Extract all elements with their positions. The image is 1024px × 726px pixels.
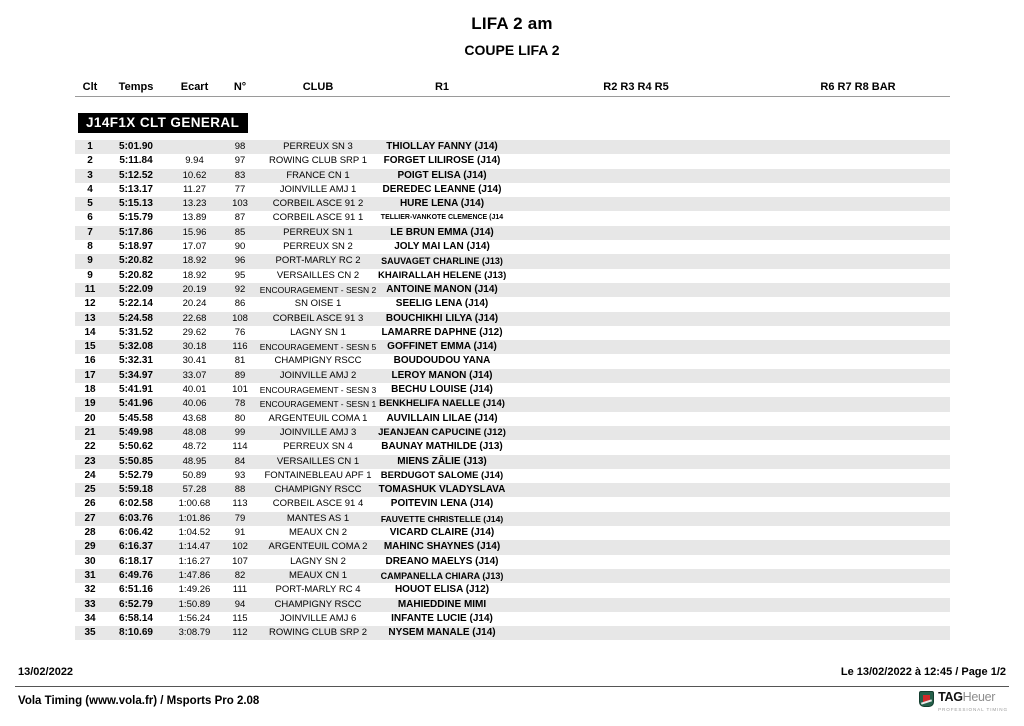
cell-club: CHAMPIGNY RSCC	[274, 484, 362, 496]
cell-gap: 48.72	[182, 441, 207, 453]
cell-time: 5:45.58	[119, 412, 153, 424]
cell-time: 5:32.31	[119, 355, 153, 367]
cell-time: 5:41.91	[119, 384, 153, 396]
table-row	[75, 369, 950, 383]
cell-name: DEREDEC LEANNE (J14)	[382, 183, 502, 195]
cell-bib: 103	[232, 198, 248, 210]
cell-bib: 93	[234, 469, 246, 481]
cell-time: 5:22.09	[119, 283, 153, 295]
cell-bib: 112	[232, 627, 248, 639]
cell-name: LEROY MANON (J14)	[391, 369, 493, 381]
cell-club: JOINVILLE AMJ 3	[279, 426, 357, 438]
cell-name: HOUOT ELISA (J12)	[394, 584, 490, 596]
cell-rank: 29	[84, 541, 96, 553]
cell-club: ARGENTEUIL COMA 1	[268, 412, 368, 424]
cell-time: 5:49.98	[119, 426, 153, 438]
table-row	[75, 555, 950, 569]
table-row	[75, 154, 950, 168]
cell-rank: 26	[84, 498, 96, 510]
table-row	[75, 140, 950, 154]
cell-bib: 102	[232, 541, 248, 553]
cell-time: 5:20.82	[119, 255, 153, 267]
cell-gap: 1:49.26	[178, 584, 211, 596]
cell-bib: 87	[234, 212, 246, 224]
cell-gap: 18.92	[182, 269, 207, 281]
cell-bib: 79	[234, 512, 246, 524]
cell-bib: 85	[234, 226, 246, 238]
cell-club: MEAUX CN 2	[288, 527, 348, 539]
cell-rank: 8	[87, 241, 93, 253]
table-row	[75, 383, 950, 397]
cell-gap: 15.96	[182, 226, 207, 238]
cell-gap: 1:50.89	[178, 598, 211, 610]
cell-gap: 48.08	[182, 426, 207, 438]
table-row	[75, 283, 950, 297]
cell-time: 6:16.37	[119, 541, 153, 553]
cell-bib: 94	[234, 598, 246, 610]
cell-time: 6:03.76	[119, 512, 153, 524]
cell-name: NYSEM MANALE (J14)	[388, 627, 496, 639]
cell-rank: 3	[87, 169, 93, 181]
cell-time: 6:49.76	[119, 569, 153, 581]
cell-name: KHAIRALLAH HELENE (J13)	[378, 269, 506, 281]
cell-club: ENCOURAGEMENT - SESN 3	[259, 385, 377, 396]
cell-gap: 3:08.79	[178, 627, 211, 639]
cell-time: 6:18.17	[119, 555, 153, 567]
cell-time: 5:20.82	[119, 269, 153, 281]
cell-rank: 9	[87, 269, 93, 281]
cell-bib: 77	[234, 183, 246, 195]
table-row	[75, 183, 950, 197]
cell-gap: 10.62	[182, 169, 207, 181]
cell-name: TOMASHUK VLADYSLAVA	[378, 484, 506, 496]
cell-rank: 17	[84, 369, 96, 381]
cell-name: MAHINC SHAYNES (J14)	[383, 541, 501, 553]
cell-club: MEAUX CN 1	[288, 569, 348, 581]
cell-gap: 1:14.47	[178, 541, 211, 553]
cell-time: 5:59.18	[119, 484, 153, 496]
cell-rank: 31	[84, 569, 96, 581]
cell-time: 5:34.97	[119, 369, 153, 381]
cell-time: 5:15.79	[119, 212, 153, 224]
column-header-r1: R1	[434, 81, 450, 93]
cell-time: 5:22.14	[119, 298, 153, 310]
cell-rank: 6	[87, 212, 93, 224]
table-row	[75, 497, 950, 511]
cell-bib: 107	[232, 555, 248, 567]
cell-rank: 22	[84, 441, 96, 453]
cell-time: 6:51.16	[119, 584, 153, 596]
cell-gap: 50.89	[182, 469, 207, 481]
column-header-ecart: Ecart	[180, 81, 209, 93]
cell-bib: 97	[234, 155, 246, 167]
cell-rank: 27	[84, 512, 96, 524]
cell-time: 5:11.84	[119, 155, 153, 167]
cell-name: SEELIG LENA (J14)	[395, 298, 489, 310]
cell-club: LAGNY SN 1	[290, 326, 346, 338]
cell-rank: 13	[84, 312, 96, 324]
cell-bib: 88	[234, 484, 246, 496]
cell-bib: 116	[232, 341, 248, 353]
cell-time: 5:41.96	[119, 398, 153, 410]
cell-name: DREANO MAELYS (J14)	[385, 555, 499, 567]
table-row	[75, 426, 950, 440]
column-header-clt: Clt	[82, 81, 98, 93]
cell-club: CORBEIL ASCE 91 3	[272, 312, 364, 324]
cell-bib: 78	[234, 398, 246, 410]
cell-name: FAUVETTE CHRISTELLE (J14)	[380, 513, 504, 524]
cell-rank: 20	[84, 412, 96, 424]
cell-bib: 81	[234, 355, 246, 367]
table-row	[75, 526, 950, 540]
cell-rank: 2	[87, 155, 93, 167]
header-divider	[75, 96, 950, 97]
tagheuer-logo	[919, 691, 1008, 715]
cell-bib: 99	[234, 426, 246, 438]
cell-name: INFANTE LUCIE (J14)	[391, 612, 493, 624]
cell-gap: 20.19	[182, 283, 207, 295]
cell-name: THIOLLAY FANNY (J14)	[386, 141, 498, 152]
cell-name: JEANJEAN CAPUCINE (J12)	[378, 426, 506, 438]
cell-bib: 76	[234, 326, 246, 338]
table-row	[75, 626, 950, 640]
cell-gap: 40.06	[182, 398, 207, 410]
cell-name: LE BRUN EMMA (J14)	[390, 226, 494, 238]
cell-club: VERSAILLES CN 2	[276, 269, 360, 281]
table-row	[75, 512, 950, 526]
cell-club: PERREUX SN 4	[283, 441, 353, 453]
cell-club: JOINVILLE AMJ 6	[279, 612, 357, 624]
cell-bib: 113	[232, 498, 248, 510]
cell-bib: 90	[234, 241, 246, 253]
cell-time: 6:58.14	[119, 612, 153, 624]
table-row	[75, 326, 950, 340]
cell-time: 5:15.13	[119, 198, 153, 210]
table-row	[75, 197, 950, 211]
cell-bib: 98	[234, 141, 246, 152]
cell-bib: 84	[234, 455, 246, 467]
table-row	[75, 269, 950, 283]
table-row	[75, 240, 950, 254]
cell-club: CORBEIL ASCE 91 4	[272, 498, 364, 510]
cell-gap: 57.28	[182, 484, 207, 496]
table-row	[75, 169, 950, 183]
cell-club: CHAMPIGNY RSCC	[274, 355, 362, 367]
column-header-r6-r8-bar: R6 R7 R8 BAR	[820, 81, 896, 93]
cell-name: MAHIEDDINE MIMI	[397, 598, 487, 610]
cell-gap: 30.41	[182, 355, 207, 367]
table-row	[75, 455, 950, 469]
cell-rank: 1	[87, 141, 93, 152]
cell-gap: 1:01.86	[178, 512, 211, 524]
table-row	[75, 483, 950, 497]
cell-name: ANTOINE MANON (J14)	[386, 283, 498, 295]
cell-time: 5:24.58	[119, 312, 153, 324]
table-column-header	[75, 81, 950, 94]
cell-gap: 11.27	[182, 183, 207, 195]
cell-gap: 9.94	[185, 155, 204, 167]
cell-name: BAUNAY MATHILDE (J13)	[381, 441, 503, 453]
cell-time: 6:52.79	[119, 598, 153, 610]
cell-name: BECHU LOUISE (J14)	[391, 384, 493, 396]
cell-rank: 21	[84, 426, 96, 438]
cell-name: BENKHELIFA NAELLE (J14)	[379, 398, 505, 410]
cell-bib: 80	[234, 412, 246, 424]
cell-gap: 33.07	[182, 369, 207, 381]
table-row	[75, 226, 950, 240]
cell-rank: 24	[84, 469, 96, 481]
cell-gap: 48.95	[182, 455, 207, 467]
table-row	[75, 598, 950, 612]
cell-name: POIGT ELISA (J14)	[397, 169, 487, 181]
cell-time: 5:31.52	[119, 326, 153, 338]
page-subtitle: COUPE LIFA 2	[464, 42, 560, 58]
cell-rank: 25	[84, 484, 96, 496]
cell-name: JOLY MAI LAN (J14)	[394, 241, 490, 253]
cell-club: LAGNY SN 2	[290, 555, 346, 567]
tagheuer-shield-icon	[919, 691, 934, 707]
cell-bib: 92	[234, 283, 246, 295]
cell-name: TELLIER-VANKOTE CLEMENCE (J14	[380, 214, 504, 222]
table-row	[75, 211, 950, 225]
cell-gap: 1:00.68	[178, 498, 211, 510]
cell-rank: 30	[84, 555, 96, 567]
cell-bib: 101	[232, 384, 248, 396]
cell-club: PERREUX SN 1	[283, 226, 353, 238]
cell-name: AUVILLAIN LILAE (J14)	[386, 412, 498, 424]
cell-name: CAMPANELLA CHIARA (J13)	[380, 570, 504, 581]
cell-rank: 14	[84, 326, 96, 338]
table-row	[75, 312, 950, 326]
cell-club: FONTAINEBLEAU APF 1	[264, 469, 372, 481]
table-row	[75, 569, 950, 583]
cell-name: GOFFINET EMMA (J14)	[387, 341, 497, 353]
section-title: J14F1X CLT GENERAL	[78, 113, 248, 133]
cell-rank: 12	[84, 298, 96, 310]
cell-time: 5:17.86	[119, 226, 153, 238]
cell-gap: 13.89	[182, 212, 207, 224]
cell-bib: 91	[234, 527, 246, 539]
cell-club: PORT-MARLY RC 2	[275, 255, 361, 267]
cell-rank: 33	[84, 598, 96, 610]
table-row	[75, 540, 950, 554]
cell-time: 6:06.42	[119, 527, 153, 539]
cell-club: ROWING CLUB SRP 2	[268, 627, 367, 639]
page-title: LIFA 2 am	[471, 14, 553, 33]
table-row	[75, 612, 950, 626]
cell-time: 6:02.58	[119, 498, 153, 510]
cell-gap: 1:47.86	[178, 569, 211, 581]
cell-gap: 43.68	[182, 412, 207, 424]
cell-name: BOUDOUDOU YANA	[393, 355, 491, 367]
cell-club: FRANCE CN 1	[286, 169, 350, 181]
cell-gap: 1:04.52	[178, 527, 211, 539]
cell-name: FORGET LILIROSE (J14)	[383, 155, 501, 167]
cell-name: BOUCHIKHI LILYA (J14)	[385, 312, 499, 324]
cell-gap: 20.24	[182, 298, 207, 310]
cell-bib: 111	[232, 584, 248, 596]
cell-club: SN OISE 1	[294, 298, 342, 310]
cell-name: SAUVAGET CHARLINE (J13)	[381, 256, 503, 267]
table-row	[75, 469, 950, 483]
cell-bib: 114	[232, 441, 248, 453]
cell-bib: 82	[234, 569, 246, 581]
cell-rank: 35	[84, 627, 96, 639]
cell-gap: 30.18	[182, 341, 207, 353]
cell-time: 5:01.90	[119, 141, 153, 152]
cell-name: VICARD CLAIRE (J14)	[389, 527, 495, 539]
table-row	[75, 254, 950, 268]
cell-bib: 86	[234, 298, 246, 310]
cell-time: 5:18.97	[119, 241, 153, 253]
cell-gap: 17.07	[182, 241, 207, 253]
cell-rank: 28	[84, 527, 96, 539]
cell-name: HURE LENA (J14)	[399, 198, 485, 210]
cell-gap: 13.23	[182, 198, 207, 210]
cell-gap: 29.62	[182, 326, 207, 338]
cell-rank: 32	[84, 584, 96, 596]
cell-name: POITEVIN LENA (J14)	[390, 498, 494, 510]
cell-rank: 19	[84, 398, 96, 410]
cell-time: 5:12.52	[119, 169, 153, 181]
cell-club: ARGENTEUIL COMA 2	[268, 541, 368, 553]
cell-rank: 34	[84, 612, 96, 624]
cell-time: 5:13.17	[119, 183, 153, 195]
tagheuer-wordmark	[938, 691, 1008, 715]
cell-club: MANTES AS 1	[286, 512, 350, 524]
column-header-num: N°	[233, 81, 247, 93]
table-row	[75, 340, 950, 354]
cell-bib: 115	[232, 612, 248, 624]
cell-rank: 5	[87, 198, 93, 210]
cell-rank: 23	[84, 455, 96, 467]
cell-gap: 18.92	[182, 255, 207, 267]
footer-software: Vola Timing (www.vola.fr) / Msports Pro 2.08	[18, 695, 260, 707]
column-header-r2-r5: R2 R3 R4 R5	[603, 81, 669, 93]
cell-club: CORBEIL ASCE 91 1	[272, 212, 364, 224]
cell-club: JOINVILLE AMJ 2	[279, 369, 357, 381]
cell-bib: 108	[232, 312, 248, 324]
table-row	[75, 397, 950, 411]
cell-club: CORBEIL ASCE 91 2	[272, 198, 364, 210]
cell-time: 5:52.79	[119, 469, 153, 481]
column-header-club: CLUB	[302, 81, 334, 93]
cell-club: PERREUX SN 3	[283, 141, 353, 152]
cell-club: ROWING CLUB SRP 1	[268, 155, 367, 167]
cell-rank: 4	[87, 183, 93, 195]
table-row	[75, 354, 950, 368]
cell-gap: 22.68	[182, 312, 207, 324]
cell-club: JOINVILLE AMJ 1	[279, 183, 357, 195]
results-rows	[75, 140, 950, 640]
cell-rank: 9	[87, 255, 93, 267]
table-row	[75, 583, 950, 597]
cell-gap: 40.01	[182, 384, 207, 396]
cell-bib: 96	[234, 255, 246, 267]
cell-club: CHAMPIGNY RSCC	[274, 598, 362, 610]
cell-club: ENCOURAGEMENT - SESN 1	[259, 399, 377, 410]
cell-bib: 95	[234, 269, 246, 281]
cell-rank: 16	[84, 355, 96, 367]
footer-printed: Le 13/02/2022 à 12:45 / Page 1/2	[840, 666, 1006, 678]
cell-rank: 7	[87, 226, 93, 238]
cell-gap: 1:16.27	[178, 555, 211, 567]
cell-club: VERSAILLES CN 1	[276, 455, 360, 467]
cell-club: PERREUX SN 2	[283, 241, 353, 253]
cell-club: PORT-MARLY RC 4	[275, 584, 361, 596]
cell-name: MIENS ZÂLIE (J13)	[397, 455, 487, 467]
cell-bib: 89	[234, 369, 246, 381]
cell-name: LAMARRE DAPHNE (J12)	[381, 326, 503, 338]
cell-time: 5:50.85	[119, 455, 153, 467]
cell-time: 5:32.08	[119, 341, 153, 353]
cell-club: ENCOURAGEMENT - SESN 5	[259, 342, 377, 353]
cell-time: 5:50.62	[119, 441, 153, 453]
table-row	[75, 412, 950, 426]
cell-name: BERDUGOT SALOME (J14)	[380, 469, 504, 481]
table-row	[75, 440, 950, 454]
table-row	[75, 297, 950, 311]
cell-rank: 18	[84, 384, 96, 396]
column-header-temps: Temps	[118, 81, 154, 93]
brand-name: TAGHeuer	[938, 690, 996, 704]
cell-gap: 1:56.24	[178, 612, 211, 624]
brand-tagline: PROFESSIONAL TIMING	[938, 707, 1008, 712]
footer-date: 13/02/2022	[18, 666, 74, 678]
cell-rank: 15	[84, 341, 96, 353]
cell-club: ENCOURAGEMENT - SESN 2	[259, 284, 377, 295]
cell-time: 8:10.69	[119, 627, 153, 639]
cell-bib: 83	[234, 169, 246, 181]
footer-divider	[15, 686, 1009, 687]
cell-rank: 11	[84, 283, 96, 295]
